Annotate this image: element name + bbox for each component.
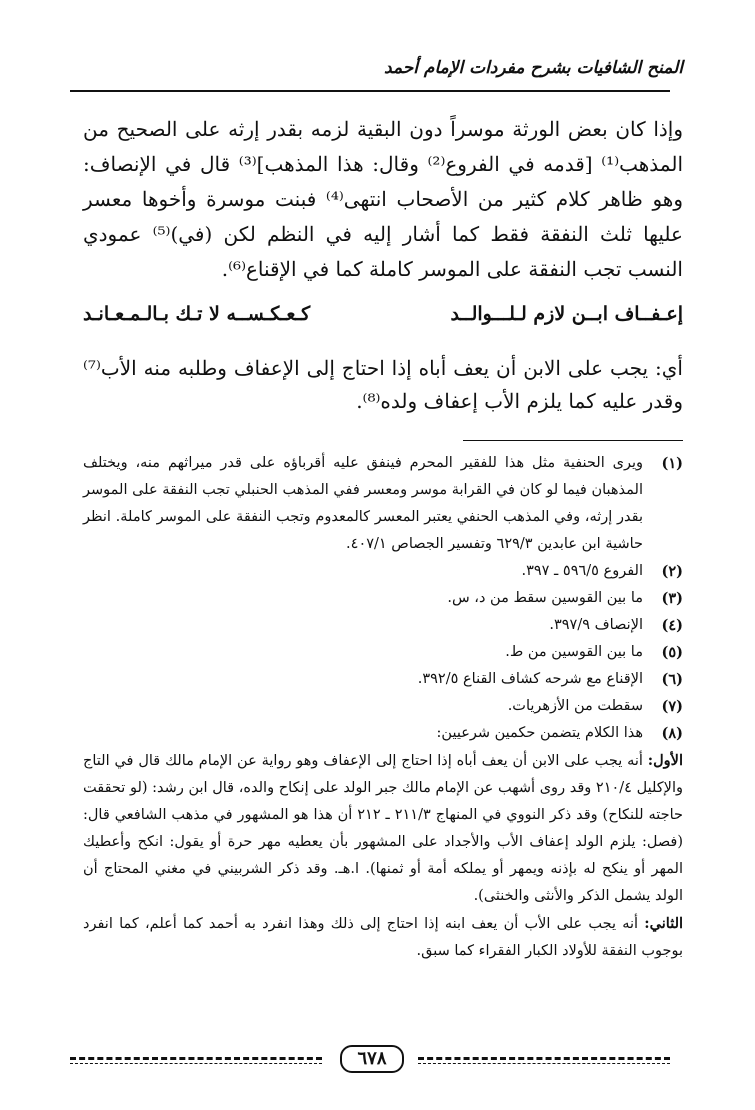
first-ruling-text: أنه يجب على الابن أن يعف أباه إذا احتاج إلى الإعفاف وهو رواية عن الإمام مالك قال في التاج والإكليل ٢١٠/٤ وقد روى أشهب عن الإمام مالك جبر الولد على إنكاح والده، قال ابن رشد: (لو تحققت حاجته للنكاح) وقد ذكر النووي في المنهاج ٢١١/٣ ـ ٢١٢ أن هذا هو المشهور في مذهب الشافعي قال: (فصل: يلزم الولد إعفاف الأب والأجداد على المشهور بأن يعطيه مهر حرة أو يقول: انكح وأعطيك المهر أو ينكح له بإذنه ويمهر أو يملكه أمة أو ثمنها). ا.هـ. وقد ذكر الشربيني في مغني المحتاج أن الولد يشمل الذكر والأنثى والخنثى).	[83, 753, 683, 904]
footnote-2	[83, 558, 683, 585]
main-text	[83, 112, 683, 287]
footnote-number: (٣)	[661, 590, 683, 607]
footnote-8-first-ruling	[83, 747, 683, 910]
footnote-1	[83, 450, 683, 558]
footnote-number: (٤)	[661, 617, 683, 634]
verse-line	[83, 303, 683, 325]
footnote-3	[83, 585, 683, 612]
footnote-text: الفروع ٥٩٦/٥ ـ ٣٩٧.	[521, 563, 643, 579]
footnote-text: ما بين القوسين من ط.	[505, 644, 643, 660]
first-ruling-label: الأول:	[647, 752, 683, 769]
footnote-6	[83, 666, 683, 693]
footnote-5	[83, 639, 683, 666]
verse-hemistich-right: إعـفــاف ابــن لازم لـلـــوالــد	[450, 303, 683, 325]
footnote-text: هذا الكلام يتضمن حكمين شرعيين:	[436, 725, 643, 741]
footnote-text: الإنصاف ٣٩٧/٩.	[549, 617, 643, 633]
page-number: ٦٧٨	[340, 1045, 404, 1073]
footnote-text: ما بين القوسين سقط من د، س.	[447, 590, 643, 606]
running-title: المنح الشافيات بشرح مفردات الإمام أحمد	[384, 58, 683, 78]
footnote-8	[83, 720, 683, 747]
footer-rule-right	[418, 1057, 670, 1060]
footer-rule-left	[70, 1057, 322, 1060]
footnote-text: الإقناع مع شرحه كشاف القناع ٣٩٢/٥.	[417, 671, 643, 687]
verse-hemistich-left: كـعـكـســه لا تـك بـالـمـعـانـد	[83, 303, 311, 325]
footnote-number: (٨)	[661, 725, 683, 742]
footer-rule-left-thin	[70, 1063, 322, 1064]
footnote-number: (٥)	[661, 644, 683, 661]
footnote-number: (٧)	[661, 698, 683, 715]
footnote-separator	[463, 440, 683, 441]
footnote-number: (١)	[661, 455, 683, 472]
paragraph-2: أي: يجب على الابن أن يعف أباه إذا احتاج إلى الإعفاف وطلبه منه الأب⁽⁷⁾ وقدر عليه كما يلزم الأب إعفاف ولده⁽⁸⁾.	[83, 356, 683, 413]
second-ruling-label: الثاني:	[644, 915, 684, 932]
footnote-8-second-ruling	[83, 910, 683, 965]
footnote-text: ويرى الحنفية مثل هذا للفقير المحرم فينفق عليه أقرباؤه على قدر ميراثهم منه، ويختلف المذهبان فيما لو كان في القرابة موسر ومعسر ففي المذهب الحنبلي تجب النفقة على الموسر بقدر إرثه، وفي المذهب الحنفي يعتبر المعسر كالمعدوم وتجب النفقة على الموسر كاملة. انظر حاشية ابن عابدين ٦٢٩/٣ وتفسير الجصاص ٤٠٧/١.	[83, 455, 643, 552]
footnote-number: (٢)	[661, 563, 683, 580]
footnote-4	[83, 612, 683, 639]
footnote-7	[83, 693, 683, 720]
footnote-number: (٦)	[661, 671, 683, 688]
footnote-text: سقطت من الأزهريات.	[507, 698, 643, 714]
page-footer	[70, 1045, 670, 1073]
footnotes	[83, 450, 683, 965]
header-rule	[70, 90, 670, 92]
commentary-text	[83, 352, 683, 418]
footer-rule-right-thin	[418, 1063, 670, 1064]
paragraph-1: وإذا كان بعض الورثة موسراً دون البقية لزمه بقدر إرثه على الصحيح من المذهب⁽¹⁾ [قدمه في الفروع⁽²⁾ وقال: هذا المذهب]⁽³⁾ قال في الإنصاف: وهو ظاهر كلام كثير من الأصحاب انتهى⁽⁴⁾ فبنت موسرة وأخوها معسر عليها ثلث النفقة فقط كما أشار إليه في النظم لكن (في)⁽⁵⁾ عمودي النسب تجب النفقة على الموسر كاملة كما في الإقناع⁽⁶⁾.	[83, 117, 684, 281]
second-ruling-text: أنه يجب على الأب أن يعف ابنه إذا احتاج إلى ذلك وهذا انفرد به أحمد كما أعلم، كما انفرد بوجوب النفقة للأولاد الكبار الفقراء كما سبق.	[83, 916, 683, 959]
